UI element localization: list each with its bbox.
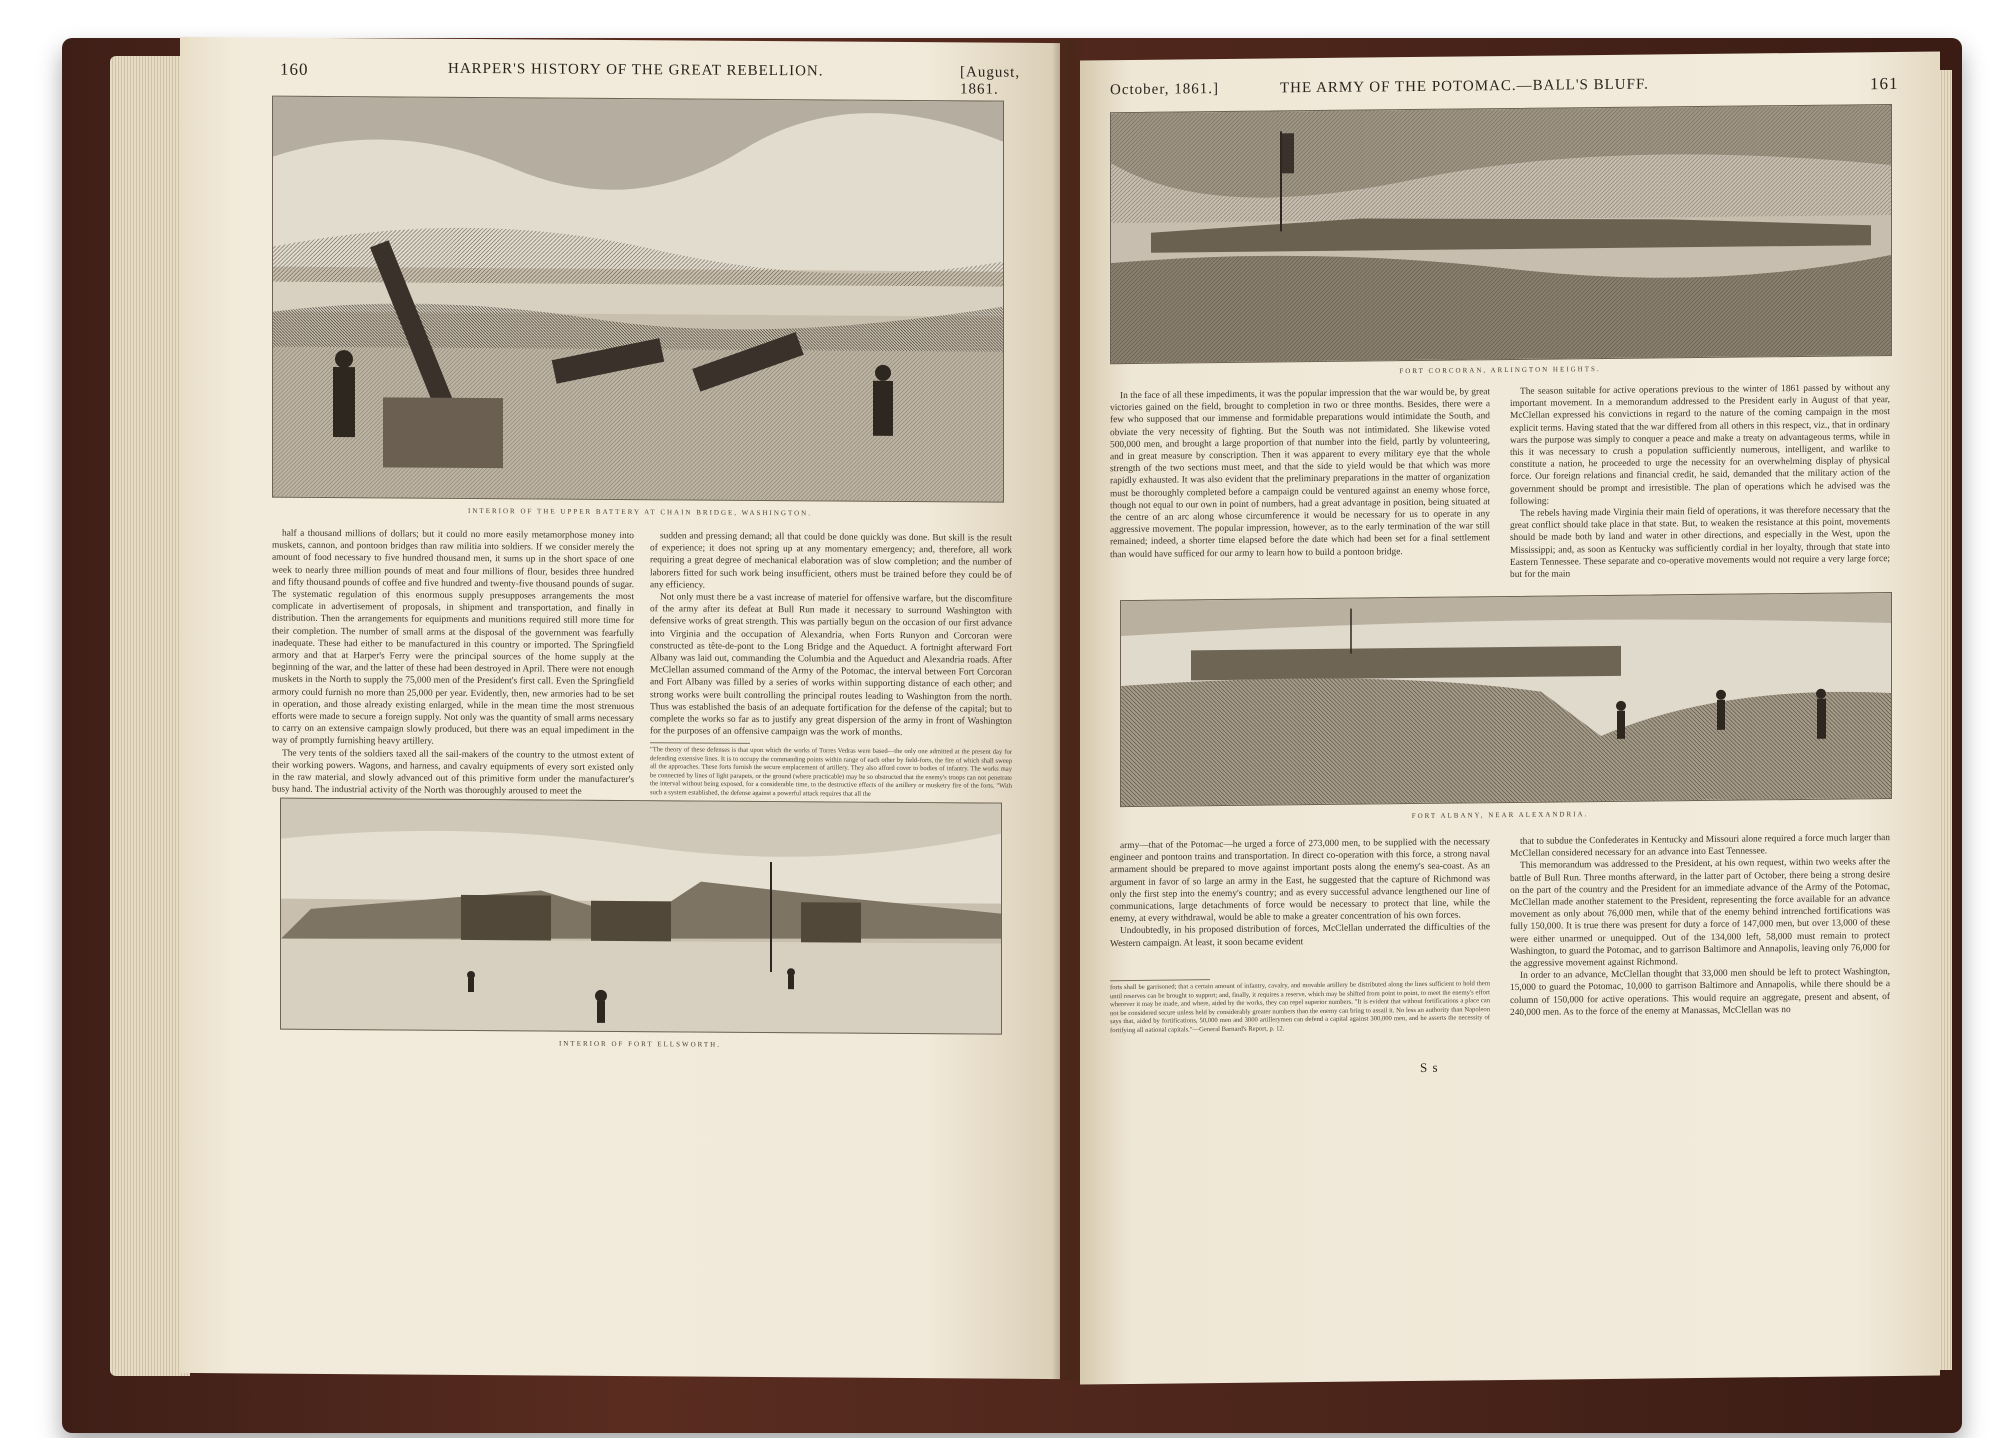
illustration-fort-corcoran bbox=[1110, 104, 1892, 364]
footnote-rule bbox=[650, 742, 750, 744]
right-column-1-top bbox=[1110, 386, 1490, 561]
illustration-fort-ellsworth bbox=[280, 798, 1002, 1035]
paragraph: The season suitable for active operations previous to the winter of 1861 passed by without any important movement. In a memorandum addressed to the President early in August of that year, McClellan expressed his convictions in regard to the nature of the coming campaign in the most explicit terms. Having stated that the war differed from all others in this respect, viz., that in ordinary wars the purpose was simply to conquer a peace and make a treaty on advantageous terms, while in this it was necessary to crush a population sufficiently numerous, intelligent, and warlike to constitute a nation, he proceeded to urge the necessity for an overwhelming display of physical force. Our foreign relations and financial credit, he said, demanded that the military action of the government should be prompt and irresistible. The plan of operations which he advised was the following: bbox=[1510, 383, 1890, 507]
paragraph: The rebels having made Virginia their main field of operations, it was therefore necessary that the great conflict should take place in that state. But, to weaken the resistance at this point, movements should be made both by land and water in other directions, and especially in the West, upon the Mississippi; and, as soon as Kentucky was sufficiently cordial in her loyalty, through that state into Eastern Tennessee. These separate and co-operative movements would not require a very large force; but for the main bbox=[1510, 505, 1890, 581]
left-page bbox=[180, 37, 1060, 1379]
page-edges-left bbox=[110, 56, 190, 1376]
paragraph: In order to an advance, McClellan thought that 33,000 men should be left to protect Washington, 15,000 to guard the Potomac, 10,000 to garrison Baltimore and Annapolis, while there should be a column of 150,000 for active operations. This would require an aggregate, present and absent, of 240,000 men. As to the force of the enemy at Manassas, McClellan was no bbox=[1510, 967, 1890, 1018]
paragraph: The very tents of the soldiers taxed all the sail-makers of the country to the utmost extent of their working powers. Wagons, and harness, and cavalry equipments of every sort existed only in the raw material, and slowly advanced out of this primitive form under the manufacturer's busy hand. The industrial activity of the North was thoroughly aroused to meet the bbox=[272, 748, 634, 797]
paragraph: Undoubtedly, in his proposed distribution of forces, McClellan underrated the difficulties of the Western campaign. At least, it soon became evident bbox=[1110, 922, 1490, 949]
paragraph: that to subdue the Confederates in Kentucky and Missouri alone required a force much larger than McClellan considered necessary for an advance into East Tennessee. bbox=[1510, 833, 1890, 860]
right-running-title: THE ARMY OF THE POTOMAC.—BALL'S BLUFF. bbox=[1280, 76, 1649, 97]
right-column-2-bottom bbox=[1510, 832, 1890, 1019]
caption-fort-corcoran: FORT CORCORAN, ARLINGTON HEIGHTS. bbox=[1399, 365, 1601, 376]
caption-fort-albany: FORT ALBANY, NEAR ALEXANDRIA. bbox=[1411, 810, 1589, 821]
left-running-title: HARPER'S HISTORY OF THE GREAT REBELLION. bbox=[448, 60, 824, 80]
paragraph: Not only must there be a vast increase of materiel for offensive warfare, but the discomfiture of the army after its defeat at Bull Run made it necessary to surround Washington with defensive works of great strength. This was partially begun on the occasion of our first advance into Virginia and the occupation of Alexandria, when Forts Runyon and Corcoran were constructed as tête-de-pont to the Long Bridge and the Aqueduct. A fortnight afterward Fort Albany was laid out, commanding the Columbia and the Aqueduct and Alexandria roads. After McClellan assumed command of the Army of the Potomac, the interval between Fort Corcoran and Fort Albany was filled by a series of works within supporting distance of each other; and strong works were built controlling the principal routes leading to Washington from the north. Thus was established the basis of an adequate fortification for the defense of the capital; but to complete the works so far as to justify any great dispersion of the army in front of Washington for the purposes of an offensive campaign was the work of months. bbox=[650, 592, 1012, 739]
paragraph: In the face of all these impediments, it was the popular impression that the war would be, by great victories gained on the field, brought to completion in two or three months. Besides, there were a few who supposed that our immense and formidable preparations would intimidate the South, and obviate the very necessity of fighting. But the South was not intimidated. She likewise voted 500,000 men, and brought a large proportion of that number into the field, partly by volunteering, and in great measure by conscription. Then it was apparent to every military eye that the whole strength of the two sections must meet, and that the side to yield would be that which was more rapidly exhausted. It was also evident that the preliminary preparations in the matter of organization must be thoroughly completed before a campaign could be ventured against an enemy whose force, though not equal to our own in point of numbers, had a great advantage in position, being situated at the centre of an arc along whose circumference it would be necessary for us to operate in any aggressive movement. The popular impression, however, as to the early termination of the war still remained; indeed, a shorter time elapsed before the date which had been set for a final settlement than would have sufficed for our army to learn how to build a pontoon bridge. bbox=[1110, 387, 1490, 560]
right-page-number: 161 bbox=[1870, 73, 1899, 94]
footnote-rule bbox=[1110, 979, 1210, 981]
caption-upper-battery: INTERIOR OF THE UPPER BATTERY AT CHAIN BRIDGE, WASHINGTON. bbox=[468, 506, 812, 518]
left-column-1 bbox=[272, 528, 634, 799]
right-page bbox=[1080, 51, 1940, 1384]
printer-signature: S s bbox=[1420, 1059, 1439, 1075]
illustration-fort-albany bbox=[1120, 592, 1892, 807]
right-date: October, 1861.] bbox=[1110, 81, 1219, 99]
left-column-2 bbox=[650, 530, 1012, 740]
left-page-number: 160 bbox=[280, 59, 309, 79]
paragraph: sudden and pressing demand; all that could be done quickly was done. But skill is the result of experience; it does not spring up at any momentary emergency; and, therefore, all work requiring a great degree of mechanical elaboration was of slow completion; and the number of laborers fitted for such work being insufficient, others must be trained before they could be of any efficiency. bbox=[650, 531, 1012, 591]
right-column-2-top bbox=[1510, 382, 1890, 581]
right-column-1-bottom bbox=[1110, 836, 1490, 950]
paragraph: half a thousand millions of dollars; but it could no more easily metamorphose money into muskets, cannon, and pontoon bridges than raw militia into soldiers. If we consider merely the amount of food necessary to five hundred thousand men, it sums up in the short space of one week to nearly three million pounds of meat and four millions of flour, besides three hundred and fifty thousand pounds of coffee and five hundred and twenty-five thousand pounds of sugar. The systematic regulation of this enormous supply presupposes arrangements the most complicate in advertisement of proposals, in shipment and transportation, and finally in distribution. Then the arrangements for equipments and munitions required still more time for their completion. The number of small arms at the disposal of the government was fearfully inadequate. These had either to be manufactured in this country or imported. The Springfield armory and that at Harper's Ferry were the principal sources of the home supply at the beginning of the war, and the latter of these had been destroyed in April. There were not enough muskets in the North to supply the 75,000 men of the President's first call. Even the Springfield armory could furnish no more than 25,000 per year. Evidently, then, new armories had to be set in operation, and those already existing enlarged, while in the mean time the most strenuous efforts were made to secure a foreign supply. Not only was the quantity of small arms necessary to carry on an extensive campaign slowly produced, but there was an equal impediment in the way of promptly furnishing heavy artillery. bbox=[272, 528, 634, 748]
caption-fort-ellsworth: INTERIOR OF FORT ELLSWORTH. bbox=[559, 1039, 721, 1049]
left-footnote: "The theory of these defenses is that upon which the works of Torres Vedras were based—the only one admitted at the present day for defending extensive lines. It is to occupy the commanding points within range of each other by field-forts, the fire of which shall sweep all the approaches. These forts furnish the secure emplacement of artillery. They also afford cover to bodies of infantry. The works may be connected by lines of light parapets, or the ground (where practicable) may be so obstructed that the enemy's troops can not penetrate the interval without being exposed, for a considerable time, to the destructive effects of the artillery or musketry fire of the forts. "With such a system established, the defense against a powerful attack requires that all the bbox=[650, 746, 1012, 798]
right-footnote: forts shall be garrisoned; that a certain amount of infantry, cavalry, and movable artillery be distributed along the lines sufficient to hold them until reserves can be brought to support; and, finally, it requires a reserve, which may be shifted from point to point, to meet the enemy's effort wherever it may be made, and where, aided by the works, they can repel superior numbers. "It is evident that without fortifications a place can not be considered secure unless held by considerably greater numbers than the enemy can bring to assail it. No less an authority than Napoleon says that, aided by fortifications, 50,000 men and 3000 artillerymen can defend a capital against 300,000 men, and he asserts the necessity of fortifying all national capitals."—General Barnard's Report, p. 12. bbox=[1110, 980, 1490, 1035]
left-date: [August, 1861. bbox=[960, 64, 1021, 98]
illustration-upper-battery bbox=[272, 96, 1004, 503]
paragraph: army—that of the Potomac—he urged a force of 273,000 men, to be supplied with the necessary engineer and pontoon trains and transportation. In direct co-operation with this force, a strong naval armament should be prepared to move against important posts along the enemy's sea-coast. As an argument in favor of so large an army in the East, he suggested that the capture of Richmond was only the first step into the enemy's country; and as every successful advance lengthened our line of communications, large detachments of force would be necessary to protect that line, while the enemy, at every withdrawal, would be able to make a greater concentration of his own forces. bbox=[1110, 837, 1490, 925]
paragraph: This memorandum was addressed to the President, at his own request, within two weeks after the battle of Bull Run. Three months afterward, in the latter part of October, there being a strong desire on the part of the country and the President for an immediate advance of the Army of the Potomac, McClellan made another statement to the President, representing the force available for an advance movement as only about 76,000 men, while that of the enemy behind intrenched fortifications was fully 150,000. It is true there was present for duty a force of 147,000 men, but over 13,000 of these were either unarmed or unequipped. Out of the 134,000 left, 58,000 must remain to protect Washington, to guard the Potomac, and to garrison Baltimore and Annapolis, leaving only 76,000 for the aggressive movement against Richmond. bbox=[1510, 857, 1890, 970]
